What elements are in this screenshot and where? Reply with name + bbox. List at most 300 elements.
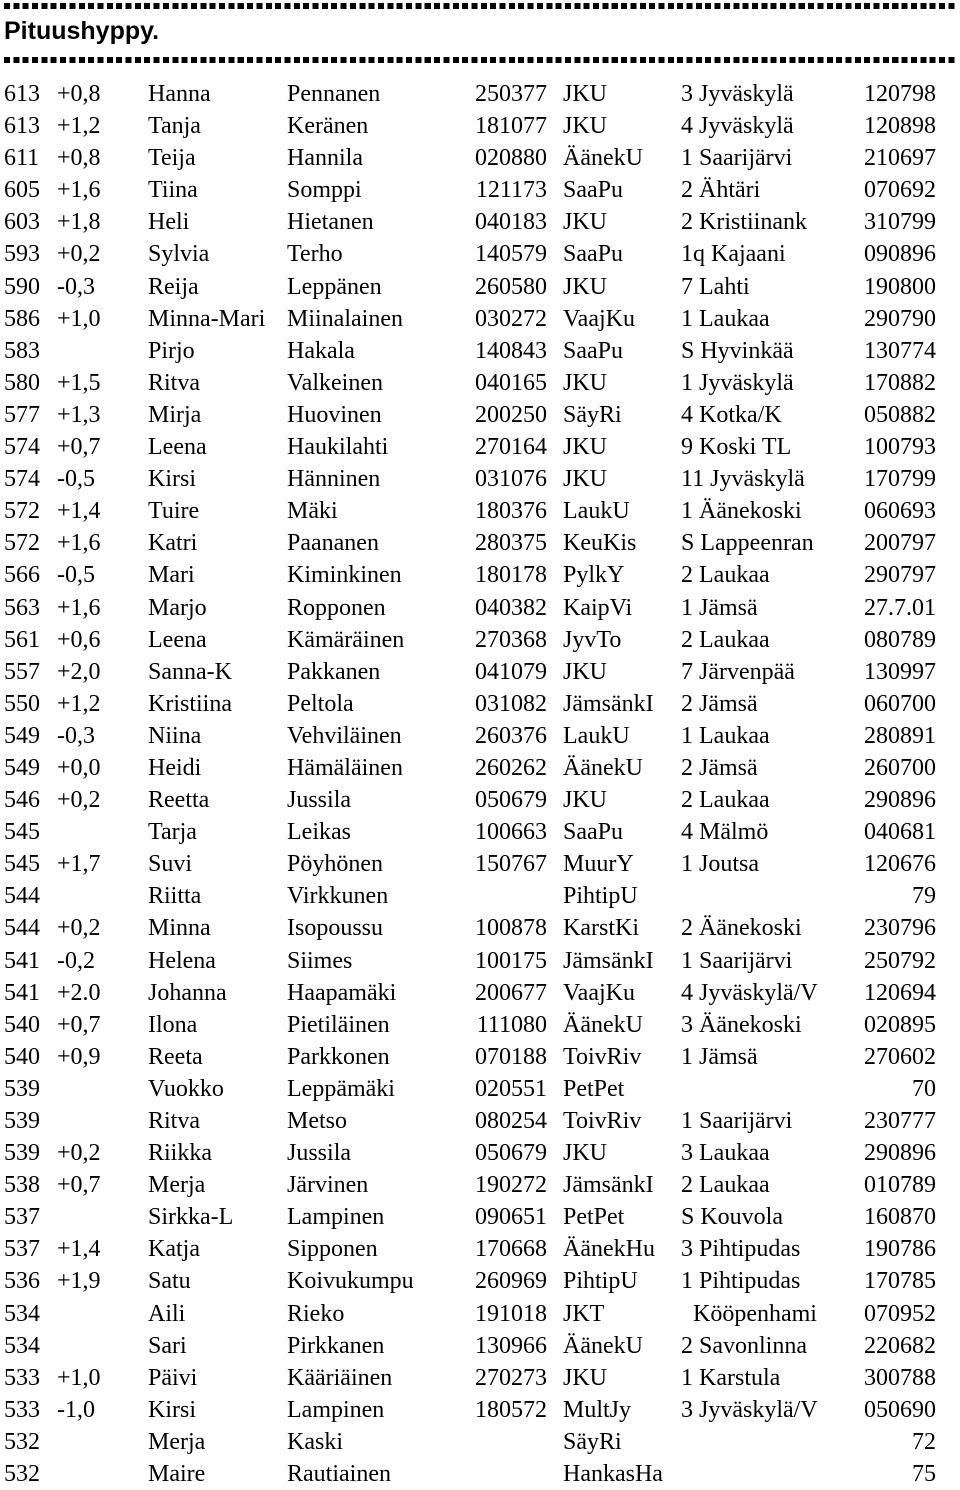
- result-cell: 613: [4, 113, 40, 140]
- competition-date-cell: 70: [912, 1075, 936, 1102]
- club-cell: SaaPu: [563, 241, 623, 268]
- first-name-cell: Hanna: [148, 81, 211, 107]
- wind-cell: +0,2: [57, 1140, 101, 1167]
- competition-date-cell: 220682: [864, 1332, 936, 1359]
- competition-date-cell: 290797: [864, 562, 936, 589]
- last-name-cell: Rautiainen: [287, 1461, 391, 1488]
- competition-date-cell: 070692: [864, 177, 936, 204]
- result-row: [0, 78, 960, 110]
- wind-cell: +1,8: [57, 209, 101, 236]
- result-row: [0, 527, 960, 559]
- wind-cell: +1,0: [57, 305, 101, 332]
- wind-cell: +0,7: [57, 1011, 101, 1038]
- last-name-cell: Hannila: [287, 145, 363, 172]
- placing-cell: 2 Jämsä: [681, 754, 758, 781]
- first-name-cell: Leena: [148, 434, 207, 461]
- wind-cell: +0,0: [57, 754, 101, 781]
- club-cell: ÄänekU: [563, 145, 643, 172]
- last-name-cell: Järvinen: [287, 1172, 369, 1199]
- last-name-cell: Mäki: [287, 498, 338, 525]
- club-cell: LaukU: [563, 722, 630, 749]
- first-name-cell: Tuire: [148, 498, 200, 525]
- placing-cell: Kööpenhami: [681, 1300, 817, 1327]
- birthdate-cell: 031076: [475, 466, 547, 493]
- result-row: [0, 1362, 960, 1394]
- club-cell: KeuKis: [563, 530, 637, 557]
- placing-cell: 3 Laukaa: [681, 1140, 770, 1167]
- result-row: [0, 1330, 960, 1362]
- result-cell: 539: [4, 1075, 40, 1102]
- result-cell: 583: [4, 337, 40, 364]
- birthdate-cell: 020551: [475, 1075, 547, 1102]
- competition-date-cell: 040681: [864, 819, 936, 846]
- birthdate-cell: 140579: [475, 241, 547, 268]
- last-name-cell: Hakala: [287, 337, 355, 364]
- first-name-cell: Kristiina: [148, 690, 232, 717]
- competition-date-cell: 190800: [864, 273, 936, 300]
- first-name-cell: Riitta: [148, 883, 202, 910]
- placing-cell: 1 Saarijärvi: [681, 947, 793, 974]
- club-cell: JKU: [563, 466, 608, 493]
- result-row: [0, 303, 960, 335]
- result-row: [0, 463, 960, 495]
- placing-cell: 9 Koski TL: [681, 434, 792, 461]
- result-cell: 603: [4, 209, 40, 236]
- first-name-cell: Reeta: [148, 1043, 203, 1070]
- result-row: [0, 688, 960, 720]
- last-name-cell: Leppänen: [287, 273, 382, 300]
- result-row: [0, 592, 960, 624]
- birthdate-cell: 150767: [475, 851, 547, 878]
- placing-cell: 1 Pihtipudas: [681, 1268, 801, 1295]
- last-name-cell: Hänninen: [287, 466, 381, 493]
- club-cell: JämsänkI: [563, 947, 654, 974]
- competition-date-cell: 020895: [864, 1011, 936, 1038]
- result-row: [0, 945, 960, 977]
- competition-date-cell: 79: [912, 883, 936, 910]
- result-cell: 572: [4, 498, 40, 525]
- wind-cell: +1,3: [57, 401, 101, 428]
- competition-date-cell: 230777: [864, 1108, 936, 1134]
- wind-cell: +1,6: [57, 594, 101, 621]
- last-name-cell: Virkkunen: [287, 883, 389, 910]
- wind-cell: +1,0: [57, 1364, 101, 1391]
- birthdate-cell: 090651: [475, 1204, 547, 1231]
- last-name-cell: Lampinen: [287, 1396, 385, 1423]
- club-cell: LaukU: [563, 498, 630, 525]
- placing-cell: 3 Jyväskylä: [681, 81, 794, 107]
- wind-cell: +1,4: [57, 498, 101, 525]
- first-name-cell: Mirja: [148, 401, 202, 428]
- wind-cell: -0,5: [57, 466, 95, 493]
- birthdate-cell: 020880: [475, 145, 547, 172]
- wind-cell: +0,2: [57, 787, 101, 814]
- birthdate-cell: 260376: [475, 722, 547, 749]
- top-dash-rule: [4, 3, 956, 9]
- placing-cell: S Hyvinkää: [681, 337, 794, 364]
- result-row: [0, 206, 960, 238]
- birthdate-cell: 170668: [475, 1236, 547, 1263]
- birthdate-cell: 180178: [475, 562, 547, 589]
- result-row: [0, 271, 960, 303]
- last-name-cell: Hietanen: [287, 209, 374, 236]
- result-cell: 613: [4, 81, 40, 107]
- result-cell: 577: [4, 401, 40, 428]
- result-cell: 534: [4, 1300, 40, 1327]
- first-name-cell: Heli: [148, 209, 190, 236]
- competition-date-cell: 070952: [864, 1300, 936, 1327]
- club-cell: SaaPu: [563, 177, 623, 204]
- birthdate-cell: 031082: [475, 690, 547, 717]
- first-name-cell: Aili: [148, 1300, 186, 1327]
- result-cell: 574: [4, 434, 40, 461]
- result-row: [0, 1105, 960, 1137]
- birthdate-cell: 130966: [475, 1332, 547, 1359]
- wind-cell: -1,0: [57, 1396, 95, 1423]
- competition-date-cell: 060700: [864, 690, 936, 717]
- wind-cell: +1,5: [57, 369, 101, 396]
- club-cell: PetPet: [563, 1204, 625, 1231]
- first-name-cell: Ritva: [148, 369, 200, 396]
- first-name-cell: Merja: [148, 1428, 206, 1455]
- result-cell: 545: [4, 819, 40, 846]
- club-cell: SaaPu: [563, 819, 623, 846]
- competition-date-cell: 230796: [864, 915, 936, 942]
- birthdate-cell: 040165: [475, 369, 547, 396]
- result-row: [0, 720, 960, 752]
- result-cell: 540: [4, 1011, 40, 1038]
- first-name-cell: Reetta: [148, 787, 210, 814]
- last-name-cell: Vehviläinen: [287, 722, 402, 749]
- placing-cell: 2 Laukaa: [681, 1172, 770, 1199]
- first-name-cell: Suvi: [148, 851, 193, 878]
- wind-cell: +1,4: [57, 1236, 101, 1263]
- last-name-cell: Sipponen: [287, 1236, 378, 1263]
- last-name-cell: Leppämäki: [287, 1075, 395, 1102]
- first-name-cell: Niina: [148, 722, 202, 749]
- birthdate-cell: 190272: [475, 1172, 547, 1199]
- placing-cell: 3 Äänekoski: [681, 1011, 802, 1038]
- last-name-cell: Huovinen: [287, 401, 382, 428]
- last-name-cell: Parkkonen: [287, 1043, 390, 1070]
- result-row: [0, 367, 960, 399]
- club-cell: SaaPu: [563, 337, 623, 364]
- placing-cell: 2 Kristiinank: [681, 209, 807, 236]
- placing-cell: 2 Savonlinna: [681, 1332, 807, 1359]
- last-name-cell: Keränen: [287, 113, 369, 140]
- birthdate-cell: 050679: [475, 1140, 547, 1167]
- club-cell: MultJy: [563, 1396, 632, 1423]
- birthdate-cell: 050679: [475, 787, 547, 814]
- last-name-cell: Kääriäinen: [287, 1364, 393, 1391]
- first-name-cell: Merja: [148, 1172, 206, 1199]
- result-row: [0, 431, 960, 463]
- result-row: [0, 174, 960, 206]
- competition-date-cell: 050882: [864, 401, 936, 428]
- birthdate-cell: 100878: [475, 915, 547, 942]
- wind-cell: +1,2: [57, 113, 101, 140]
- birthdate-cell: 030272: [475, 305, 547, 332]
- result-row: [0, 880, 960, 912]
- first-name-cell: Minna-Mari: [148, 305, 266, 332]
- competition-date-cell: 120694: [864, 979, 936, 1006]
- club-cell: JKU: [563, 81, 608, 107]
- result-row: [0, 1426, 960, 1458]
- birthdate-cell: 111080: [476, 1011, 547, 1038]
- birthdate-cell: 121173: [475, 177, 547, 204]
- result-cell: 557: [4, 658, 40, 685]
- last-name-cell: Valkeinen: [287, 369, 383, 396]
- result-row: [0, 752, 960, 784]
- competition-date-cell: 190786: [864, 1236, 936, 1263]
- competition-date-cell: 27.7.01: [864, 594, 936, 621]
- club-cell: ToivRiv: [563, 1108, 642, 1134]
- club-cell: SäyRi: [563, 1428, 622, 1455]
- result-row: [0, 624, 960, 656]
- title-dash-rule: [4, 57, 956, 63]
- result-cell: 572: [4, 530, 40, 557]
- result-cell: 538: [4, 1172, 40, 1199]
- birthdate-cell: 041079: [475, 658, 547, 685]
- club-cell: JKU: [563, 369, 608, 396]
- competition-date-cell: 250792: [864, 947, 936, 974]
- placing-cell: 1 Jyväskylä: [681, 369, 794, 396]
- last-name-cell: Haukilahti: [287, 434, 389, 461]
- last-name-cell: Jussila: [287, 1140, 352, 1167]
- first-name-cell: Satu: [148, 1268, 191, 1295]
- wind-cell: +2,0: [57, 658, 101, 685]
- result-row: [0, 1137, 960, 1169]
- result-row: [0, 238, 960, 270]
- result-cell: 611: [4, 145, 40, 172]
- birthdate-cell: 191018: [475, 1300, 547, 1327]
- result-cell: 534: [4, 1332, 40, 1359]
- last-name-cell: Somppi: [287, 177, 362, 204]
- first-name-cell: Helena: [148, 947, 216, 974]
- placing-cell: S Kouvola: [681, 1204, 783, 1231]
- club-cell: JKU: [563, 1140, 608, 1167]
- first-name-cell: Katja: [148, 1236, 200, 1263]
- club-cell: PetPet: [563, 1075, 625, 1102]
- placing-cell: 1 Saarijärvi: [681, 1108, 793, 1134]
- club-cell: JyvTo: [563, 626, 622, 653]
- last-name-cell: Pirkkanen: [287, 1332, 385, 1359]
- result-row: [0, 1458, 960, 1490]
- club-cell: JämsänkI: [563, 1172, 654, 1199]
- birthdate-cell: 100663: [475, 819, 547, 846]
- birthdate-cell: 180376: [475, 498, 547, 525]
- result-cell: 541: [4, 947, 40, 974]
- result-cell: 537: [4, 1236, 40, 1263]
- birthdate-cell: 260969: [475, 1268, 547, 1295]
- last-name-cell: Pennanen: [287, 81, 381, 107]
- result-row: [0, 399, 960, 431]
- result-row: [0, 656, 960, 688]
- wind-cell: +0,9: [57, 1043, 101, 1070]
- competition-date-cell: 290896: [864, 787, 936, 814]
- result-row: [0, 912, 960, 944]
- first-name-cell: Vuokko: [148, 1075, 224, 1102]
- result-cell: 566: [4, 562, 40, 589]
- first-name-cell: Mari: [148, 562, 195, 589]
- competition-date-cell: 120798: [864, 81, 936, 107]
- wind-cell: +1,6: [57, 530, 101, 557]
- club-cell: JKU: [563, 434, 608, 461]
- result-row: [0, 977, 960, 1009]
- wind-cell: -0,3: [57, 722, 95, 749]
- wind-cell: +2.0: [57, 979, 101, 1006]
- first-name-cell: Pirjo: [148, 337, 195, 364]
- club-cell: PylkY: [563, 562, 625, 589]
- birthdate-cell: 140843: [475, 337, 547, 364]
- result-row: [0, 335, 960, 367]
- last-name-cell: Leikas: [287, 819, 351, 846]
- wind-cell: +0,8: [57, 145, 101, 172]
- result-row: [0, 1298, 960, 1330]
- competition-date-cell: 72: [912, 1428, 936, 1455]
- placing-cell: 2 Laukaa: [681, 787, 770, 814]
- result-row: [0, 1073, 960, 1105]
- placing-cell: 4 Mälmö: [681, 819, 769, 846]
- page-title: Pituushyppy.: [4, 17, 160, 45]
- first-name-cell: Marjo: [148, 594, 207, 621]
- placing-cell: 2 Ähtäri: [681, 177, 761, 204]
- competition-date-cell: 100793: [864, 434, 936, 461]
- competition-date-cell: 170882: [864, 369, 936, 396]
- result-cell: 550: [4, 690, 40, 717]
- club-cell: JKU: [563, 273, 608, 300]
- club-cell: JKU: [563, 787, 608, 814]
- first-name-cell: Sirkka-L: [148, 1204, 234, 1231]
- last-name-cell: Lampinen: [287, 1204, 385, 1231]
- result-cell: 540: [4, 1043, 40, 1070]
- last-name-cell: Hämäläinen: [287, 754, 403, 781]
- last-name-cell: Isopoussu: [287, 915, 384, 942]
- birthdate-cell: 250377: [475, 81, 547, 107]
- last-name-cell: Siimes: [287, 947, 353, 974]
- club-cell: JKU: [563, 209, 608, 236]
- last-name-cell: Rieko: [287, 1300, 345, 1327]
- club-cell: ÄänekU: [563, 754, 643, 781]
- birthdate-cell: 270273: [475, 1364, 547, 1391]
- competition-date-cell: 300788: [864, 1364, 936, 1391]
- club-cell: JKU: [563, 113, 608, 140]
- competition-date-cell: 160870: [864, 1204, 936, 1231]
- wind-cell: -0,2: [57, 947, 95, 974]
- result-cell: 574: [4, 466, 40, 493]
- placing-cell: 2 Jämsä: [681, 690, 758, 717]
- competition-date-cell: 170785: [864, 1268, 936, 1295]
- last-name-cell: Paananen: [287, 530, 379, 557]
- result-row: [0, 1265, 960, 1297]
- placing-cell: 3 Jyväskylä/V: [681, 1396, 818, 1423]
- first-name-cell: Sylvia: [148, 241, 210, 268]
- placing-cell: 3 Pihtipudas: [681, 1236, 801, 1263]
- first-name-cell: Reija: [148, 273, 199, 300]
- last-name-cell: Peltola: [287, 690, 354, 717]
- result-row: [0, 816, 960, 848]
- last-name-cell: Jussila: [287, 787, 352, 814]
- placing-cell: 1 Jämsä: [681, 1043, 758, 1070]
- last-name-cell: Terho: [287, 241, 343, 268]
- wind-cell: +0,2: [57, 915, 101, 942]
- placing-cell: 4 Jyväskylä/V: [681, 979, 818, 1006]
- result-cell: 539: [4, 1140, 40, 1167]
- placing-cell: 1 Laukaa: [681, 305, 770, 332]
- competition-date-cell: 290896: [864, 1140, 936, 1167]
- competition-date-cell: 310799: [864, 209, 936, 236]
- birthdate-cell: 181077: [475, 113, 547, 140]
- wind-cell: +0,7: [57, 434, 101, 461]
- first-name-cell: Tanja: [148, 113, 201, 140]
- competition-date-cell: 170799: [864, 466, 936, 493]
- competition-date-cell: 210697: [864, 145, 936, 172]
- competition-date-cell: 010789: [864, 1172, 936, 1199]
- birthdate-cell: 100175: [475, 947, 547, 974]
- result-cell: 532: [4, 1428, 40, 1455]
- result-cell: 533: [4, 1364, 40, 1391]
- birthdate-cell: 200677: [475, 979, 547, 1006]
- wind-cell: +1,6: [57, 177, 101, 204]
- result-cell: 590: [4, 273, 40, 300]
- last-name-cell: Pöyhönen: [287, 851, 383, 878]
- wind-cell: +1,9: [57, 1268, 101, 1295]
- placing-cell: 1 Äänekoski: [681, 498, 802, 525]
- result-cell: 549: [4, 722, 40, 749]
- last-name-cell: Ropponen: [287, 594, 386, 621]
- result-cell: 541: [4, 979, 40, 1006]
- competition-date-cell: 130997: [864, 658, 936, 685]
- wind-cell: +0,6: [57, 626, 101, 653]
- last-name-cell: Miinalainen: [287, 305, 403, 332]
- club-cell: KaipVi: [563, 594, 633, 621]
- competition-date-cell: 080789: [864, 626, 936, 653]
- wind-cell: +1,2: [57, 690, 101, 717]
- competition-date-cell: 75: [912, 1461, 936, 1488]
- last-name-cell: Kämäräinen: [287, 626, 405, 653]
- competition-date-cell: 270602: [864, 1043, 936, 1070]
- club-cell: JämsänkI: [563, 690, 654, 717]
- wind-cell: +0,7: [57, 1172, 101, 1199]
- last-name-cell: Koivukumpu: [287, 1268, 414, 1295]
- first-name-cell: Katri: [148, 530, 198, 557]
- placing-cell: 1 Karstula: [681, 1364, 781, 1391]
- competition-date-cell: 120898: [864, 113, 936, 140]
- first-name-cell: Johanna: [148, 979, 227, 1006]
- result-cell: 537: [4, 1204, 40, 1231]
- placing-cell: 1 Joutsa: [681, 851, 759, 878]
- club-cell: JKT: [563, 1300, 605, 1327]
- first-name-cell: Ilona: [148, 1011, 198, 1038]
- first-name-cell: Tarja: [148, 819, 197, 846]
- result-cell: 549: [4, 754, 40, 781]
- placing-cell: 7 Lahti: [681, 273, 750, 300]
- competition-date-cell: 200797: [864, 530, 936, 557]
- result-cell: 544: [4, 915, 40, 942]
- club-cell: JKU: [563, 1364, 608, 1391]
- birthdate-cell: 180572: [475, 1396, 547, 1423]
- result-cell: 545: [4, 851, 40, 878]
- competition-date-cell: 050690: [864, 1396, 936, 1423]
- last-name-cell: Pietiläinen: [287, 1011, 390, 1038]
- club-cell: ÄänekU: [563, 1332, 643, 1359]
- first-name-cell: Sari: [148, 1332, 187, 1359]
- placing-cell: 4 Jyväskylä: [681, 113, 794, 140]
- last-name-cell: Kiminkinen: [287, 562, 402, 589]
- result-cell: 533: [4, 1396, 40, 1423]
- first-name-cell: Teija: [148, 145, 196, 172]
- competition-date-cell: 130774: [864, 337, 936, 364]
